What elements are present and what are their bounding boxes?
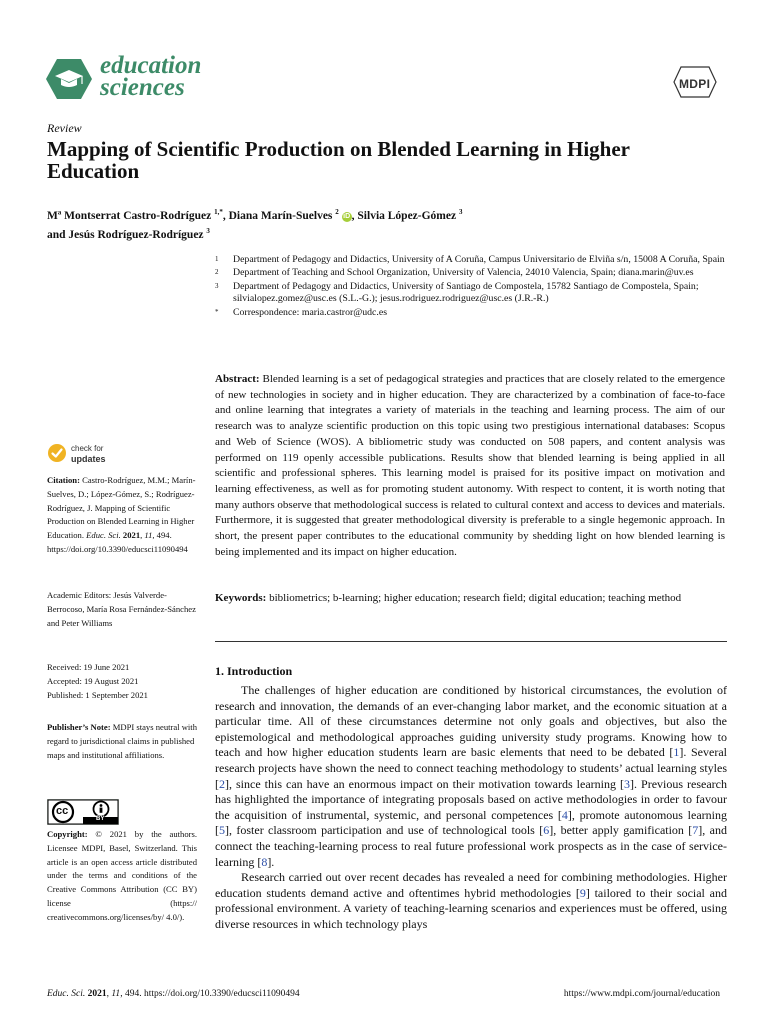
- keywords-text: bibliometrics; b-learning; higher education; research field; digital education; teaching method: [269, 592, 682, 604]
- text-run: ]. Previous research has highlighted the importance of integrating proposals based on active methodologies in order to favour the acquisition of instrumental, systemic, and personal competences [: [215, 776, 727, 822]
- introduction-body: [215, 683, 727, 933]
- text-run: ].: [267, 854, 275, 869]
- footer-citation: Educ. Sci. 2021, 11, 494. https://doi.org/10.3390/educsci11090494: [47, 989, 300, 999]
- journal-name-line2: sciences: [100, 74, 185, 101]
- journal-name: [100, 52, 202, 101]
- journal-logo[interactable]: [46, 52, 216, 105]
- author-conjunction: and: [47, 228, 66, 241]
- footer-year: 2021: [87, 989, 107, 999]
- by-label: BY: [96, 816, 105, 822]
- mdpi-logo[interactable]: [672, 65, 718, 99]
- abstract: [215, 372, 725, 560]
- section-heading: 1. Introduction: [215, 664, 293, 678]
- affiliation-text: Department of Teaching and School Organization, University of Valencia, 24010 Valencia, Spain; diana.marin@uv.es: [233, 267, 694, 279]
- cc-label: cc: [56, 805, 69, 817]
- academic-editors: Academic Editors: Jesús Valverde-Berrocoso, María Rosa Fernández-Sánchez and Peter Williams: [47, 590, 196, 628]
- text-run: ], since this can have an enormous impact on their motivation towards learning [: [225, 776, 625, 791]
- author-name: Silvia López-Gómez: [357, 209, 457, 222]
- affiliation-item: [215, 254, 725, 266]
- journal-name-line1: education: [100, 52, 202, 79]
- paragraph: [215, 683, 727, 870]
- footer-doi[interactable]: , 494. https://doi.org/10.3390/educsci11090494: [120, 989, 300, 999]
- cc-by-license-badge[interactable]: [47, 799, 119, 825]
- publisher-note: [47, 721, 197, 762]
- affiliation-item: [215, 281, 725, 306]
- text-run: ] tailored to their social and professional environment. A variety of teaching-learning scenarios and experiences must be offered, using diverse resources in which technology plays: [215, 885, 727, 931]
- affiliation-mark: *: [215, 307, 219, 316]
- check-updates-line2: updates: [71, 454, 106, 464]
- check-updates-label: [71, 444, 106, 465]
- text-run: ], better apply gamification [: [549, 823, 693, 838]
- publisher-name: MDPI: [679, 77, 711, 91]
- check-for-updates-button[interactable]: [47, 441, 167, 467]
- paragraph: [215, 870, 727, 932]
- citation-link[interactable]: 9: [579, 885, 586, 900]
- citation-link[interactable]: 6: [543, 823, 550, 838]
- text-run: The challenges of higher education are conditioned by historical circumstances, the evolution of research and innovation, the demands of an ever-changing labor market, and the economic situation at a particular time. All of these circumstances determine not only goals and objectives, but also the epistemological and methodological approaches guiding university study programs. Knowing how to teach and how higher education students learn are basic elements that need to be debated [: [215, 683, 727, 760]
- text-run: Research carried out over recent decades has revealed a need for combining methodologies. Higher education students demand active and oftentimes hybrid methodologies [: [215, 870, 727, 900]
- text-run: ], foster classroom participation and use of technological tools [: [225, 823, 544, 838]
- article-type: Review: [47, 121, 82, 135]
- citation-volume: 11: [144, 530, 153, 541]
- received-date: Received: 19 June 2021: [47, 662, 130, 672]
- footer-journal-url[interactable]: https://www.mdpi.com/journal/education: [563, 989, 720, 999]
- copyright-notice: [47, 828, 197, 925]
- check-updates-icon: [47, 443, 67, 463]
- corresponding-mark: *: [219, 208, 223, 216]
- citation-label: Citation:: [47, 475, 80, 485]
- author-list: Mª Montserrat Castro-Rodríguez $^{1,*}$, Diana Marín-Suelves $^2$ iD , Silvia López-Gómez $^3$ and Jesús Rodríguez-Rodríguez $^3$: [47, 208, 463, 241]
- text-run: ]. Several research projects have shown the need to connect teaching methodology to students’ actual learning styles [: [215, 745, 727, 791]
- affiliation-text: Department of Pedagogy and Didactics, University of A Coruña, Campus Universitario de Elviña s/n, 15008 A Coruña, Spain: [233, 254, 725, 265]
- citation-journal: Educ. Sci.: [86, 530, 121, 541]
- affiliation-item: [215, 267, 725, 279]
- citation-text: Castro-Rodríguez, M.M.; Marín-Suelves, D.; López-Gómez, S.; Rodríguez-Rodríguez, J. Mapping of Scientific Production on Blended Learning in Higher Education.: [47, 475, 196, 541]
- orcid-icon[interactable]: iD: [343, 212, 351, 220]
- divider: [215, 641, 727, 642]
- check-updates-line1: check for: [71, 444, 104, 453]
- author-affiliation-mark: 2: [335, 208, 339, 216]
- footer-volume: 11: [111, 989, 121, 999]
- mortarboard-icon: [46, 59, 92, 99]
- author-affiliation-mark: 3: [206, 226, 210, 235]
- author-name: Diana Marín-Suelves: [228, 209, 333, 222]
- citation-doi[interactable]: , 494. https://doi.org/10.3390/educsci11090494: [47, 530, 188, 554]
- footer-journal: Educ. Sci.: [47, 989, 86, 999]
- affiliation-item: [215, 307, 725, 319]
- publisher-note-label: Publisher’s Note:: [47, 722, 111, 732]
- affiliations: [215, 254, 725, 320]
- citation-link[interactable]: 8: [261, 854, 268, 869]
- abstract-label: Abstract:: [215, 373, 260, 385]
- affiliation-mark: 3: [215, 281, 219, 290]
- abstract-text: Blended learning is a set of pedagogical strategies and practices that are closely related to the emergence of new technologies in society and in higher education. They are characterized by a combination of face-to-face and online learning that integrates a variety of materials in the teaching and learning process. The aim of our research was to analyze scientific production on this topic using two prestigious international databases: Scopus and Web of Science (WOS). A bibliometric study was conducted on 508 papers, and content analysis was performed on 119 openly accessible publications. Results show that blended learning is being applied in all scientific and professional spheres. This learning model is praised for its positive impact on motivation and learning effectiveness, as well as for promoting student autonomy. With respect to content, it is worth noting that many authors observe that methodological success is related to cultural context and access to devices and materials. Furthermore, it is suggested that greater methodological diversity is preferable to a single hegemonic approach. In short, the present paper contributes to the educational community by shedding light on how blended learning is being implemented and its impact on higher education.: [215, 373, 725, 558]
- author-affiliation-mark: 3: [458, 208, 463, 216]
- citation-link[interactable]: 5: [219, 823, 225, 838]
- affiliation-mark: 1: [215, 255, 219, 263]
- citation-link[interactable]: 1: [673, 745, 680, 760]
- citation-link[interactable]: 4: [561, 807, 568, 822]
- affiliation-mark: 2: [215, 268, 219, 277]
- publication-dates: [47, 661, 197, 702]
- keywords: [215, 591, 725, 607]
- author-name: Jesús Rodríguez-Rodríguez: [68, 228, 204, 241]
- author-name: Mª Montserrat Castro-Rodríguez: [47, 209, 212, 222]
- copyright-text: © 2021 by the authors. Licensee MDPI, Basel, Switzerland. This article is an open access article distributed under the terms and conditions of the Creative Commons Attribution (CC BY) license (https:// creativecommons.org/licenses/by/ 4.0/).: [47, 829, 197, 922]
- author-affiliation-mark: 1,: [214, 208, 220, 216]
- published-date: Published: 1 September 2021: [47, 689, 148, 700]
- citation-year: 2021: [122, 530, 141, 541]
- citation-link[interactable]: 3: [624, 776, 631, 791]
- keywords-label: Keywords:: [215, 592, 267, 604]
- copyright-label: Copyright:: [47, 829, 88, 839]
- affiliation-text: Department of Pedagogy and Didactics, University of Santiago de Compostela, 15782 Santiago de Compostela, Spain; silvialopez.gomez@usc.es (S.L.-G.); jesus.rodriguez.rodriguez@usc.es (J.R.-R.): [233, 280, 699, 305]
- article-title: Mapping of Scientific Production on Blended Learning in Higher Education: [47, 137, 630, 183]
- text-run: ], promote autonomous learning [: [215, 807, 727, 838]
- text-run: ], and connect the teaching-learning process to real future professional work prospects as in the case of service-learning [: [215, 823, 727, 869]
- citation-link[interactable]: 2: [219, 776, 225, 791]
- citation-link[interactable]: 7: [692, 823, 699, 838]
- affiliation-text: Correspondence: maria.castror@udc.es: [233, 306, 388, 318]
- accepted-date: Accepted: 19 August 2021: [47, 675, 139, 686]
- publisher-note-text: MDPI stays neutral with regard to jurisdictional claims in published maps and institutional affiliations.: [47, 722, 197, 760]
- citation-block: Citation: Castro-Rodríguez, M.M.; Marín-Suelves, D.; López-Gómez, S.; Rodríguez-Rodríguez, J. Mapping of Scientific Production on Blended Learning in Higher Education. Educ. Sci. 2021, 11, 494. https://doi.org/10.3390/educsci11090494: [47, 475, 196, 554]
